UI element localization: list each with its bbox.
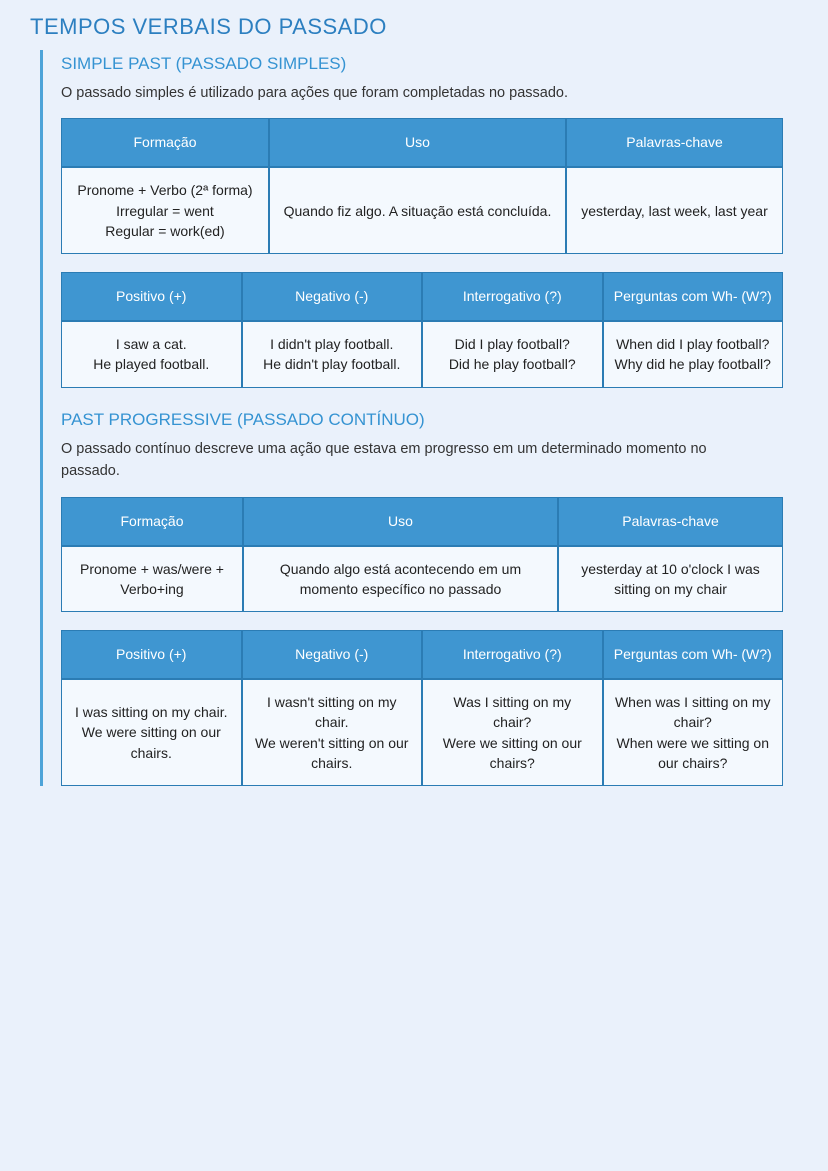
cell-line: Did he play football? — [448, 356, 576, 373]
column-header-palavras-chave: Palavras-chave — [566, 118, 783, 167]
cell-line: yesterday at 10 o'clock I was sitting on my chair — [581, 560, 760, 597]
column-header-negativo: Negativo (-) — [242, 630, 423, 679]
column-header-uso: Uso — [243, 497, 558, 546]
section-title: PAST PROGRESSIVE (PASSADO CONTÍNUO) — [61, 409, 425, 429]
section-description: O passado simples é utilizado para ações que foram completadas no passado. — [61, 85, 568, 101]
cell-positivo — [61, 679, 242, 786]
cell-palavras-chave — [558, 546, 783, 613]
column-header-negativo: Negativo (-) — [242, 272, 423, 321]
cell-interrogativo — [422, 679, 603, 786]
column-header-positivo: Positivo (+) — [61, 272, 242, 321]
cell-line: Pronome + Verbo (2ª forma) — [77, 182, 253, 199]
cell-line: I didn't play football. — [270, 336, 394, 353]
table-header-row — [61, 497, 783, 546]
cell-line: We were sitting on our chairs. — [81, 724, 221, 761]
section-simple-past — [40, 50, 828, 786]
cell-line: Why did he play football? — [614, 356, 771, 373]
cell-line: yesterday, last week, last year — [581, 202, 768, 219]
cell-formacao — [61, 167, 269, 254]
cell-line: Quando algo está acontecendo em um momento específico no passado — [279, 560, 522, 597]
cell-line: Pronome + was/were + Verbo+ing — [80, 560, 224, 597]
column-header-wh-perguntas: Perguntas com Wh- (W?) — [603, 630, 784, 679]
table-row — [61, 546, 783, 613]
cell-line: When were we sitting on our chairs? — [616, 734, 770, 771]
cell-uso — [243, 546, 558, 613]
cell-positivo — [61, 321, 242, 388]
cell-wh-perguntas — [603, 679, 784, 786]
cell-interrogativo — [422, 321, 603, 388]
column-header-wh-perguntas: Perguntas com Wh- (W?) — [603, 272, 784, 321]
cell-line: I wasn't sitting on my chair. — [267, 694, 397, 731]
table-header-row — [61, 630, 783, 679]
cell-line: He played football. — [93, 356, 210, 373]
column-header-interrogativo: Interrogativo (?) — [422, 630, 603, 679]
cell-line: I saw a cat. — [115, 336, 187, 353]
column-header-formacao: Formação — [61, 118, 269, 167]
cell-uso — [269, 167, 566, 254]
page-title: TEMPOS VERBAIS DO PASSADO — [30, 14, 387, 39]
cell-negativo — [242, 679, 423, 786]
table-formation-simple-past — [61, 118, 783, 254]
cell-line: I was sitting on my chair. — [74, 704, 228, 721]
cell-line: Did I play football? — [454, 336, 570, 353]
cell-line: He didn't play football. — [263, 356, 401, 373]
cell-line: Irregular = went — [116, 202, 214, 219]
cell-line: We weren't sitting on our chairs. — [255, 734, 409, 771]
cell-formacao — [61, 546, 243, 613]
cell-line: When did I play football? — [616, 336, 770, 353]
table-row — [61, 321, 783, 388]
column-header-interrogativo: Interrogativo (?) — [422, 272, 603, 321]
cell-wh-perguntas — [603, 321, 784, 388]
cell-line: When was I sitting on my chair? — [614, 694, 771, 731]
column-header-palavras-chave: Palavras-chave — [558, 497, 783, 546]
table-formation-past-progressive — [61, 497, 783, 612]
table-header-row — [61, 118, 783, 167]
table-forms-simple-past — [61, 272, 783, 387]
table-header-row — [61, 272, 783, 321]
cell-line: Were we sitting on our chairs? — [442, 734, 582, 771]
cell-negativo — [242, 321, 423, 388]
column-header-uso: Uso — [269, 118, 566, 167]
column-header-formacao: Formação — [61, 497, 243, 546]
table-row — [61, 167, 783, 254]
table-forms-past-progressive — [61, 630, 783, 786]
cell-line: Regular = work(ed) — [105, 222, 225, 239]
section-description: O passado contínuo descreve uma ação que estava em progresso em um determinado momento no passado. — [61, 440, 707, 480]
cell-line: Quando fiz algo. A situação está concluída. — [283, 202, 552, 219]
section-title: SIMPLE PAST (PASSADO SIMPLES) — [61, 54, 347, 73]
column-header-positivo: Positivo (+) — [61, 630, 242, 679]
cell-line: Was I sitting on my chair? — [453, 694, 572, 731]
table-row — [61, 679, 783, 786]
cell-palavras-chave — [566, 167, 783, 254]
